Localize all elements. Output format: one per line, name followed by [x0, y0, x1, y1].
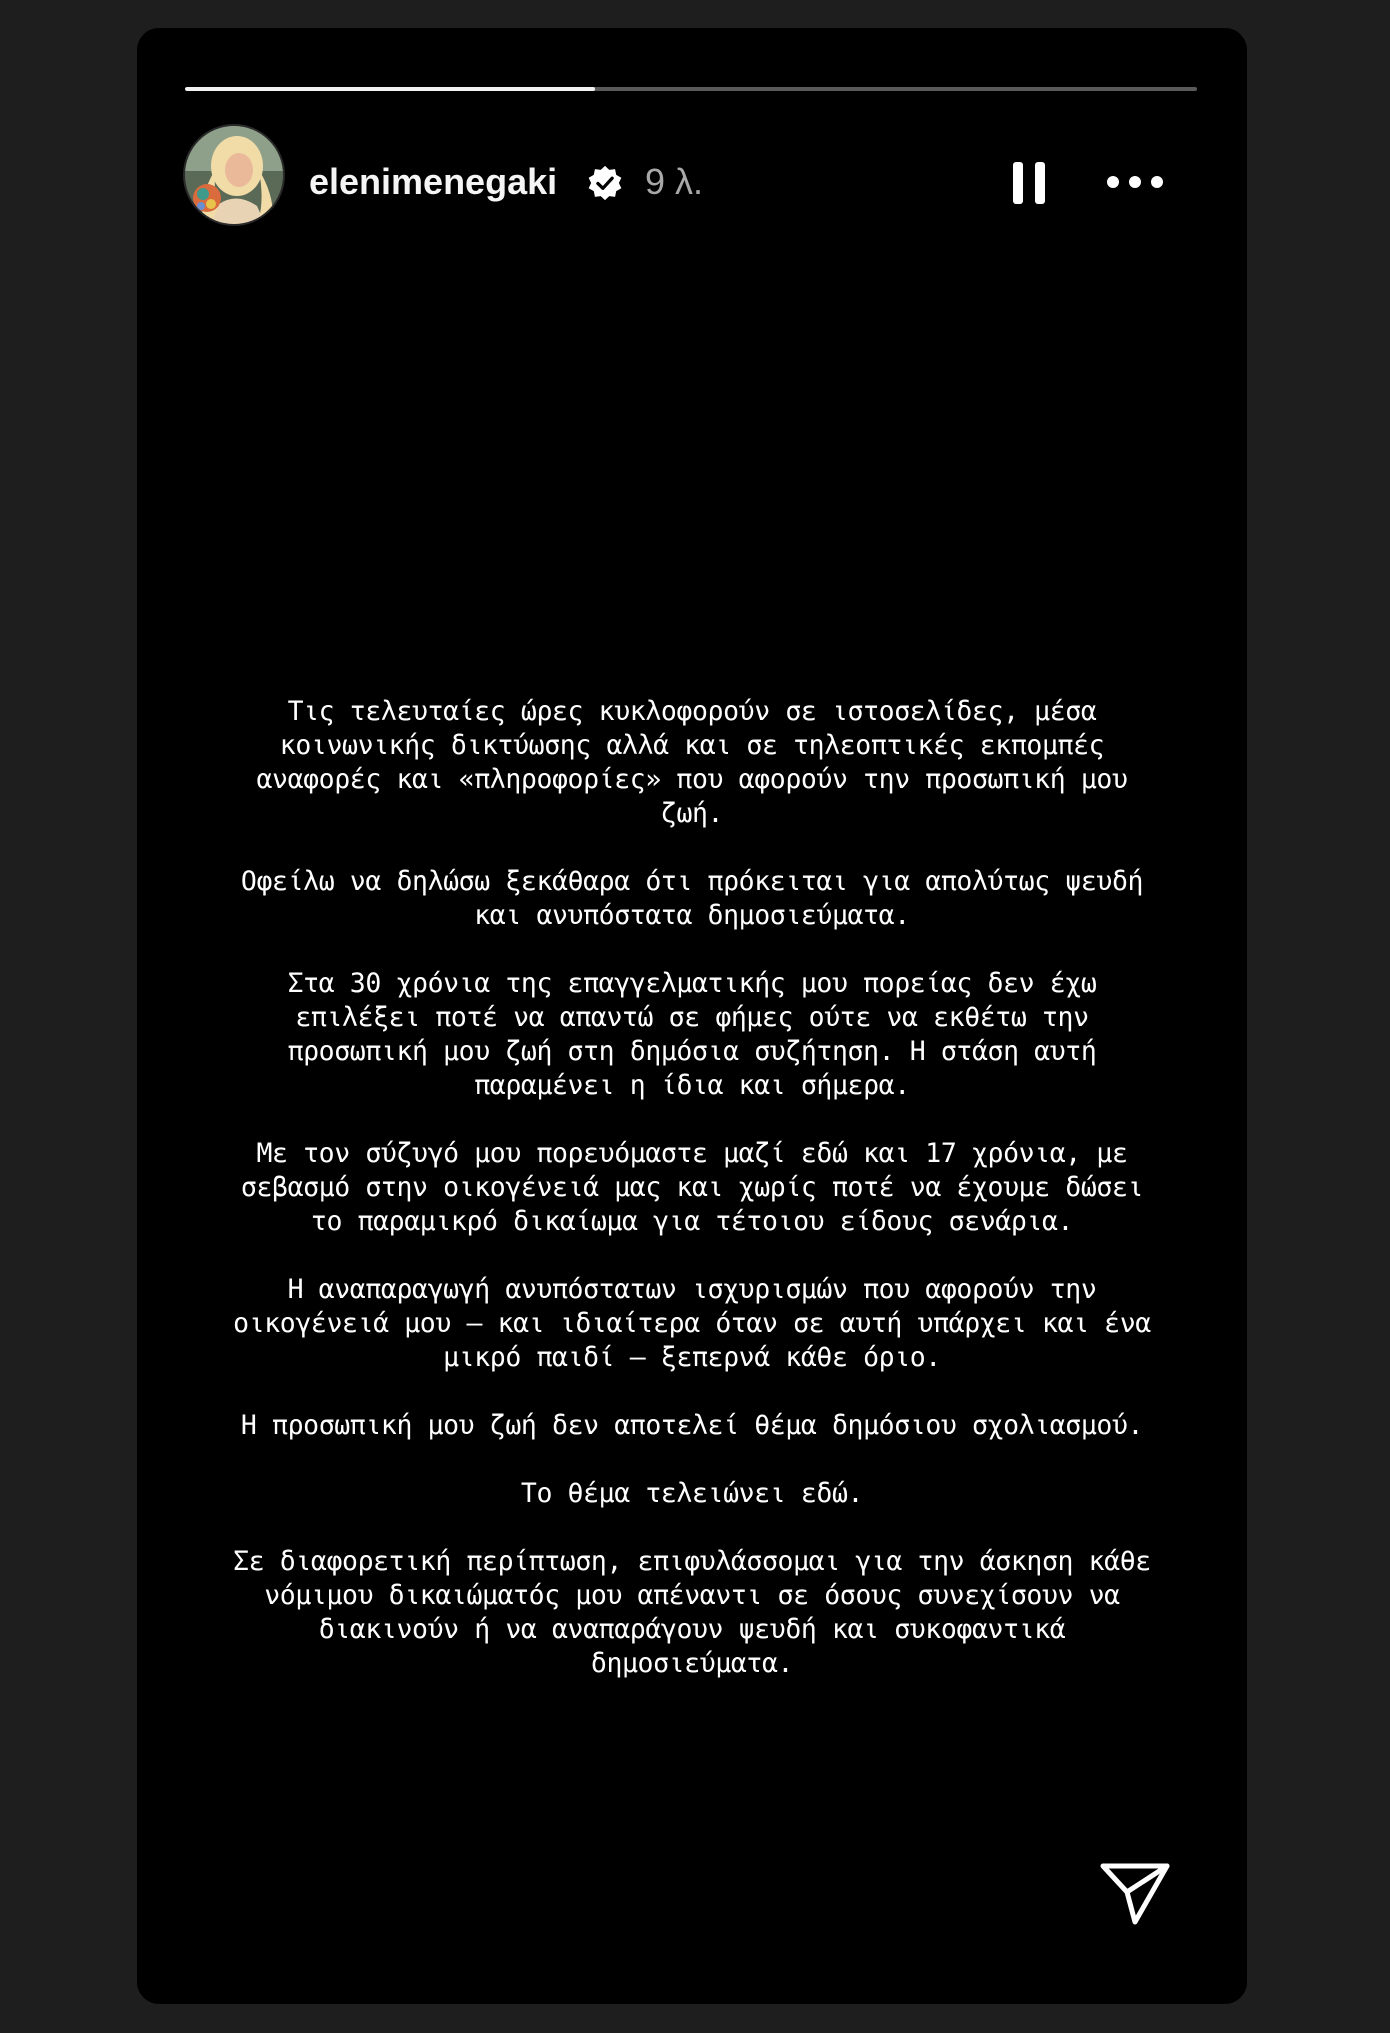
story-progress-fill: [185, 87, 595, 91]
story-viewer[interactable]: [137, 28, 1247, 2004]
more-options-button[interactable]: [1103, 164, 1167, 200]
story-timestamp: 9 λ.: [645, 161, 704, 202]
story-header: [185, 126, 1197, 226]
send-icon: [1097, 1858, 1173, 1928]
story-paragraph: Με τον σύζυγό μου πορευόμαστε μαζί εδώ και 17 χρόνια, με σεβασμό στην οικογένειά μας και χωρίς ποτέ να έχουμε δώσει το παραμικρό δικαίωμα για τέτοιου είδους σενάρια.: [240, 1138, 1144, 1237]
verified-badge-icon: [586, 164, 624, 202]
story-paragraph: Οφείλω να δηλώσω ξεκάθαρα ότι πρόκειται για απολύτως ψευδή και ανυπόστατα δημοσιεύματα.: [240, 866, 1144, 931]
story-paragraph: Σε διαφορετική περίπτωση, επιφυλάσσομαι για την άσκηση κάθε νόμιμου δικαιώματός μου απέναντι σε όσους συνεχίσουν να διακινούν ή να αναπαράγουν ψευδή και συκοφαντικά δημοσιεύματα.: [233, 1546, 1151, 1679]
story-paragraph: Στα 30 χρόνια της επαγγελματικής μου πορείας δεν έχω επιλέξει ποτέ να απαντώ σε φήμες ούτε να εκθέτω την προσωπική μου ζωή στη δημόσια συζήτηση. Η στάση αυτή παραμένει η ίδια και σήμερα.: [287, 968, 1097, 1101]
story-paragraph: Το θέμα τελειώνει εδώ.: [520, 1478, 864, 1509]
pause-button[interactable]: [1007, 160, 1051, 206]
pause-icon: [1007, 160, 1051, 206]
username[interactable]: elenimenegaki: [309, 161, 558, 202]
story-paragraph: Τις τελευταίες ώρες κυκλοφορούν σε ιστοσελίδες, μέσα κοινωνικής δικτύωσης αλλά και σε τηλεοπτικές εκπομπές αναφορές και «πληροφορίες» που αφορούν την προσωπική μου ζωή.: [256, 696, 1128, 829]
more-options-icon: [1103, 164, 1167, 200]
avatar[interactable]: [185, 126, 283, 224]
story-text-body: [167, 695, 1217, 1681]
avatar-image: [185, 126, 283, 224]
story-paragraph: Η προσωπική μου ζωή δεν αποτελεί θέμα δημόσιου σχολιασμού.: [240, 1410, 1144, 1441]
share-button[interactable]: [1097, 1858, 1173, 1928]
story-paragraph: Η αναπαραγωγή ανυπόστατων ισχυρισμών που αφορούν την οικογένειά μου – και ιδιαίτερα όταν σε αυτή υπάρχει και ένα μικρό παιδί – ξεπερνά κάθε όριο.: [233, 1274, 1151, 1373]
story-progress-bar: [185, 87, 1197, 91]
